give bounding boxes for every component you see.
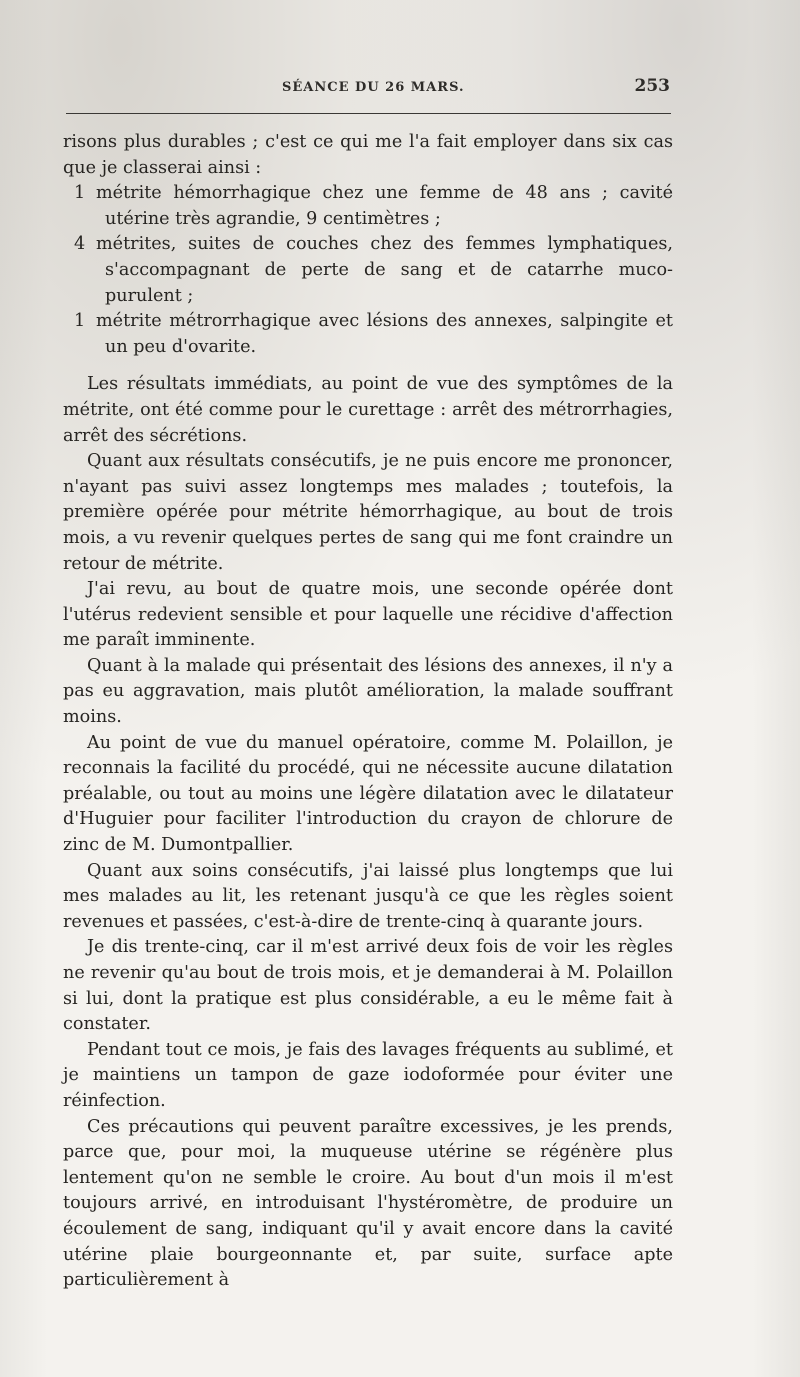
header-rule — [66, 113, 671, 114]
paragraph-precautions: Ces précautions qui peuvent paraître excessives, je les prends, parce que, pour moi, la muqueuse utérine se régénère plus lentement qu'on ne semble le croire. Au bout d'un mois il m'est toujours arrivé, en introduisant l'hystéromètre, de produire un écoulement de sang, indiquant qu'il y avait encore dans la cavité utérine plaie bourgeonnante et, par suite, surface apte particulièrement à — [63, 1116, 673, 1291]
page-header — [64, 76, 674, 100]
list-item-text: métrites, suites de couches chez des femmes lymphatiques, s'accompagnant de perte de sang et de catarrhe muco-purulent ; — [96, 234, 673, 306]
paragraph-immediate-results: Les résultats immédiats, au point de vue des symptômes de la métrite, ont été comme pour le curettage : arrêt des métrorrhagies, arrêt des sécrétions. — [63, 374, 673, 446]
paragraph-second-patient: J'ai revu, au bout de quatre mois, une seconde opérée dont l'utérus redevient sensible et pour laquelle une récidive d'affection me paraît imminente. — [63, 579, 673, 651]
list-item — [63, 232, 673, 309]
intro-paragraph: risons plus durables ; c'est ce qui me l'a fait employer dans six cas que je classerai ainsi : — [63, 132, 673, 178]
list-item-number: 4 — [74, 234, 86, 255]
paragraph-consecutive-results: Quant aux résultats consécutifs, je ne puis encore me prononcer, n'ayant pas suivi assez longtemps mes malades ; toutefois, la première opérée pour métrite hémorrhagique, au bout de trois mois, a vu revenir quelques pertes de sang qui me font craindre un retour de métrite. — [63, 451, 673, 574]
body-text — [63, 130, 673, 1294]
paragraph-aftercare: Quant aux soins consécutifs, j'ai laissé plus longtemps que lui mes malades au lit, les retenant jusqu'à ce que les règles soient revenues et passées, c'est-à-dire de trente-cinq à quarante jours. — [63, 860, 673, 932]
list-item-text: métrite métrorrhagique avec lésions des annexes, salpingite et un peu d'ovarite. — [96, 311, 673, 357]
paragraph-operative-technique: Au point de vue du manuel opératoire, comme M. Polaillon, je reconnais la facilité du procédé, qui ne nécessite aucune dilatation préalable, ou tout au moins une légère dilatation avec le dilatateur d'Huguier pour faciliter l'introduction du crayon de chlorure de zinc de M. Dumontpallier. — [63, 732, 673, 856]
list-item-number: 1 — [74, 311, 86, 332]
paragraph-thirty-five-days: Je dis trente-cinq, car il m'est arrivé deux fois de voir les règles ne revenir qu'au bout de trois mois, et je demanderai à M. Polaillon si lui, dont la pratique est plus considérable, a eu le même fait à constater. — [63, 937, 673, 1035]
paragraph-washes: Pendant tout ce mois, je fais des lavages fréquents au sublimé, et je maintiens un tampon de gaze iodoformée pour éviter une réinfection. — [63, 1039, 673, 1111]
list-item — [63, 181, 673, 232]
list-item-text: métrite hémorrhagique chez une femme de 48 ans ; cavité utérine très agrandie, 9 centimètres ; — [96, 183, 673, 229]
spacer — [63, 360, 673, 372]
paragraph-annexes-patient: Quant à la malade qui présentait des lésions des annexes, il n'y a pas eu aggravation, mais plutôt amélioration, la malade souffrant moins. — [63, 655, 673, 728]
list-item — [63, 309, 673, 360]
list-item-number: 1 — [74, 183, 86, 204]
running-title: SÉANCE DU 26 MARS. — [282, 80, 465, 95]
page-number: 253 — [634, 76, 670, 96]
